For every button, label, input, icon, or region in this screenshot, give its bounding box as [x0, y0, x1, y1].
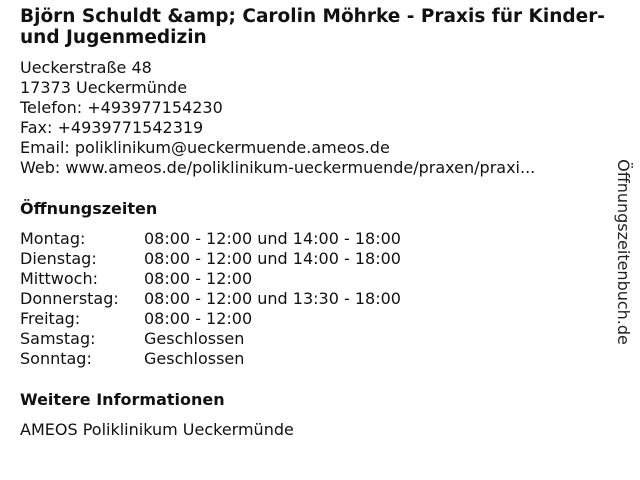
time-value: 08:00 - 12:00 und 13:30 - 18:00: [144, 289, 401, 308]
day-label: Donnerstag:: [20, 289, 119, 308]
fax-number: Fax: +4939771542319: [20, 118, 204, 137]
practice-card: [20, 6, 614, 440]
hours-row-monday: [20, 229, 614, 249]
street-address: Ueckerstraße 48: [20, 58, 152, 77]
phone-number: Telefon: +493977154230: [20, 98, 223, 117]
site-watermark: Öffnungszeitenbuch.de: [614, 159, 633, 345]
time-value: 08:00 - 12:00: [144, 309, 253, 328]
time-value: Geschlossen: [144, 349, 245, 368]
time-value: 08:00 - 12:00 und 14:00 - 18:00: [144, 249, 401, 268]
time-value: 08:00 - 12:00 und 14:00 - 18:00: [144, 229, 401, 248]
practice-title: Björn Schuldt &amp; Carolin Möhrke - Praxis für Kinder- und Jugenmedizin: [20, 6, 605, 48]
opening-hours-heading: Öffnungszeiten: [20, 199, 158, 218]
city-postcode: 17373 Ueckermünde: [20, 78, 188, 97]
opening-hours-table: [20, 229, 614, 369]
hours-row-tuesday: [20, 249, 614, 269]
contact-block: [20, 58, 614, 178]
hours-row-saturday: [20, 329, 614, 349]
time-value: Geschlossen: [144, 329, 245, 348]
time-value: 08:00 - 12:00: [144, 269, 253, 288]
more-info-text: AMEOS Poliklinikum Ueckermünde: [20, 420, 294, 439]
day-label: Freitag:: [20, 309, 81, 328]
day-label: Sonntag:: [20, 349, 92, 368]
hours-row-friday: [20, 309, 614, 329]
more-info-heading: Weitere Informationen: [20, 390, 225, 409]
day-label: Dienstag:: [20, 249, 97, 268]
website-url: Web: www.ameos.de/poliklinikum-ueckermuende/praxen/praxi...: [20, 158, 536, 177]
day-label: Mittwoch:: [20, 269, 98, 288]
day-label: Montag:: [20, 229, 86, 248]
email-address: Email: poliklinikum@ueckermuende.ameos.de: [20, 138, 390, 157]
day-label: Samstag:: [20, 329, 96, 348]
hours-row-wednesday: [20, 269, 614, 289]
hours-row-sunday: [20, 349, 614, 369]
hours-row-thursday: [20, 289, 614, 309]
